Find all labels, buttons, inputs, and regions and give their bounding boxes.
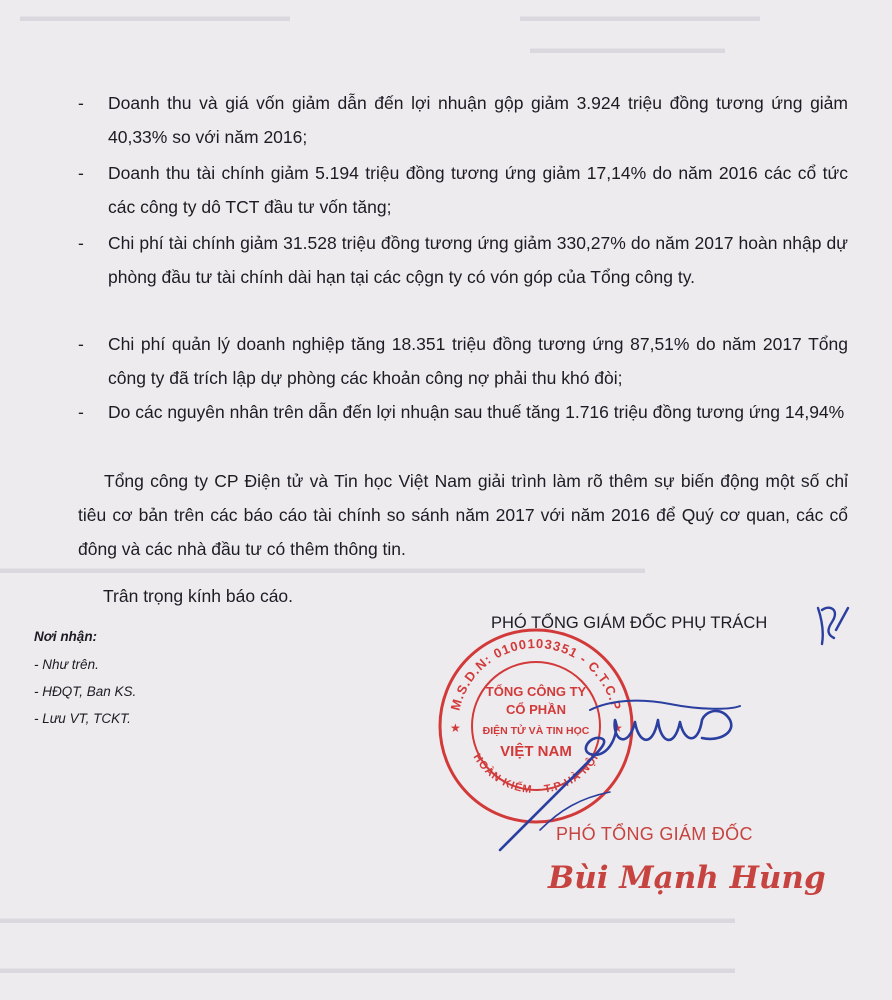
- list-item: [78, 226, 848, 328]
- explanation-paragraph: Tổng công ty CP Điện tử và Tin học Việt Nam giải trình làm rõ thêm sự biến động một số chỉ tiêu cơ bản trên các báo cáo tài chính so sánh năm 2017 với năm 2016 để Quý cơ quan, các cổ đông và các nhà đầu tư có thêm thông tin.: [78, 471, 848, 559]
- bullet-text: Do các nguyên nhân trên dẫn đến lợi nhuận sau thuế tăng 1.716 triệu đồng tương ứng 14,94%: [108, 402, 845, 422]
- bleed-through-texture: ▬▬▬▬▬▬▬▬▬▬▬▬▬▬▬▬▬▬▬▬▬▬▬▬▬▬▬▬▬▬▬▬▬▬▬▬▬▬▬▬▬▬▬▬▬▬▬▬▬: [0, 960, 735, 977]
- recipients-heading: Nơi nhận:: [34, 629, 98, 644]
- svg-text:CỔ PHẦN: CỔ PHẦN: [506, 702, 566, 717]
- recipient-item: - Lưu VT, TCKT.: [34, 711, 131, 726]
- signatory-name: Bùi Mạnh Hùng: [548, 860, 826, 896]
- svg-text:HOÀN KIẾM - T.P HÀ NỘI: HOÀN KIẾM - T.P HÀ NỘI: [470, 751, 602, 797]
- initial-mark-icon: [812, 600, 852, 650]
- signatory-title: PHÓ TỔNG GIÁM ĐỐC PHỤ TRÁCH: [491, 614, 768, 632]
- svg-text:★: ★: [450, 721, 461, 735]
- signatory-role: PHÓ TỔNG GIÁM ĐỐC: [556, 824, 753, 844]
- bullet-text: Doanh thu và giá vốn giảm dẫn đến lợi nhuận gộp giảm 3.924 triệu đồng tương ứng giảm 40,33% so với năm 2016;: [108, 93, 848, 147]
- svg-text:TỔNG CÔNG TY: TỔNG CÔNG TY: [485, 684, 587, 699]
- bleed-through-texture: ▬▬▬▬▬▬▬▬▬▬▬▬▬: [530, 40, 725, 57]
- list-item: [78, 395, 848, 463]
- closing-line: Trân trọng kính báo cáo.: [103, 586, 294, 606]
- bleed-through-texture: ▬▬▬▬▬▬▬▬▬▬▬▬▬▬▬▬▬▬▬▬▬▬▬▬▬▬▬▬▬▬▬▬▬▬▬▬▬▬▬▬▬▬▬: [0, 560, 645, 577]
- svg-text:ĐIỆN TỬ VÀ TIN HỌC: ĐIỆN TỬ VÀ TIN HỌC: [482, 725, 590, 737]
- list-item: [78, 327, 848, 395]
- bullet-marker: -: [78, 93, 84, 113]
- bullet-marker: -: [78, 233, 84, 253]
- bleed-through-texture: ▬▬▬▬▬▬▬▬▬▬▬▬▬▬▬▬: [520, 8, 760, 25]
- bleed-through-texture: ▬▬▬▬▬▬▬▬▬▬▬▬▬▬▬▬▬▬▬▬▬▬▬▬▬▬▬▬▬▬▬▬▬▬▬▬▬▬▬▬▬▬▬▬▬▬▬▬▬: [0, 910, 735, 927]
- recipient-item: - HĐQT, Ban KS.: [34, 684, 137, 699]
- svg-text:M.S.D.N: 0100103351 - C.T.C.P: M.S.D.N: 0100103351 - C.T.C.P: [447, 635, 625, 713]
- bullet-marker: -: [78, 163, 84, 183]
- bleed-through-texture: ▬▬▬▬▬▬▬▬▬▬▬▬▬▬▬▬▬▬: [20, 8, 290, 25]
- svg-text:★: ★: [612, 721, 623, 735]
- bullet-text: Chi phí quản lý doanh nghiệp tăng 18.351 triệu đồng tương ứng 87,51% do năm 2017 Tổng công ty đã trích lập dự phòng các khoản công nợ phải thu khó đòi;: [108, 334, 848, 388]
- list-item: [78, 86, 848, 154]
- svg-text:VIỆT NAM: VIỆT NAM: [500, 743, 572, 760]
- bullet-marker: -: [78, 334, 84, 354]
- bullet-text: Chi phí tài chính giảm 31.528 triệu đồng tương ứng giảm 330,27% do năm 2017 hoàn nhập dự phòng đầu tư tài chính dài hạn tại các cộgn ty có vón góp của Tổng công ty.: [108, 233, 848, 287]
- list-item: [78, 156, 848, 224]
- bullet-marker: -: [78, 402, 84, 422]
- recipient-item: - Như trên.: [34, 657, 99, 672]
- bullet-text: Doanh thu tài chính giảm 5.194 triệu đồng tương ứng giảm 17,14% do năm 2016 các cổ tức các công ty dô TCT đầu tư vốn tăng;: [108, 163, 848, 217]
